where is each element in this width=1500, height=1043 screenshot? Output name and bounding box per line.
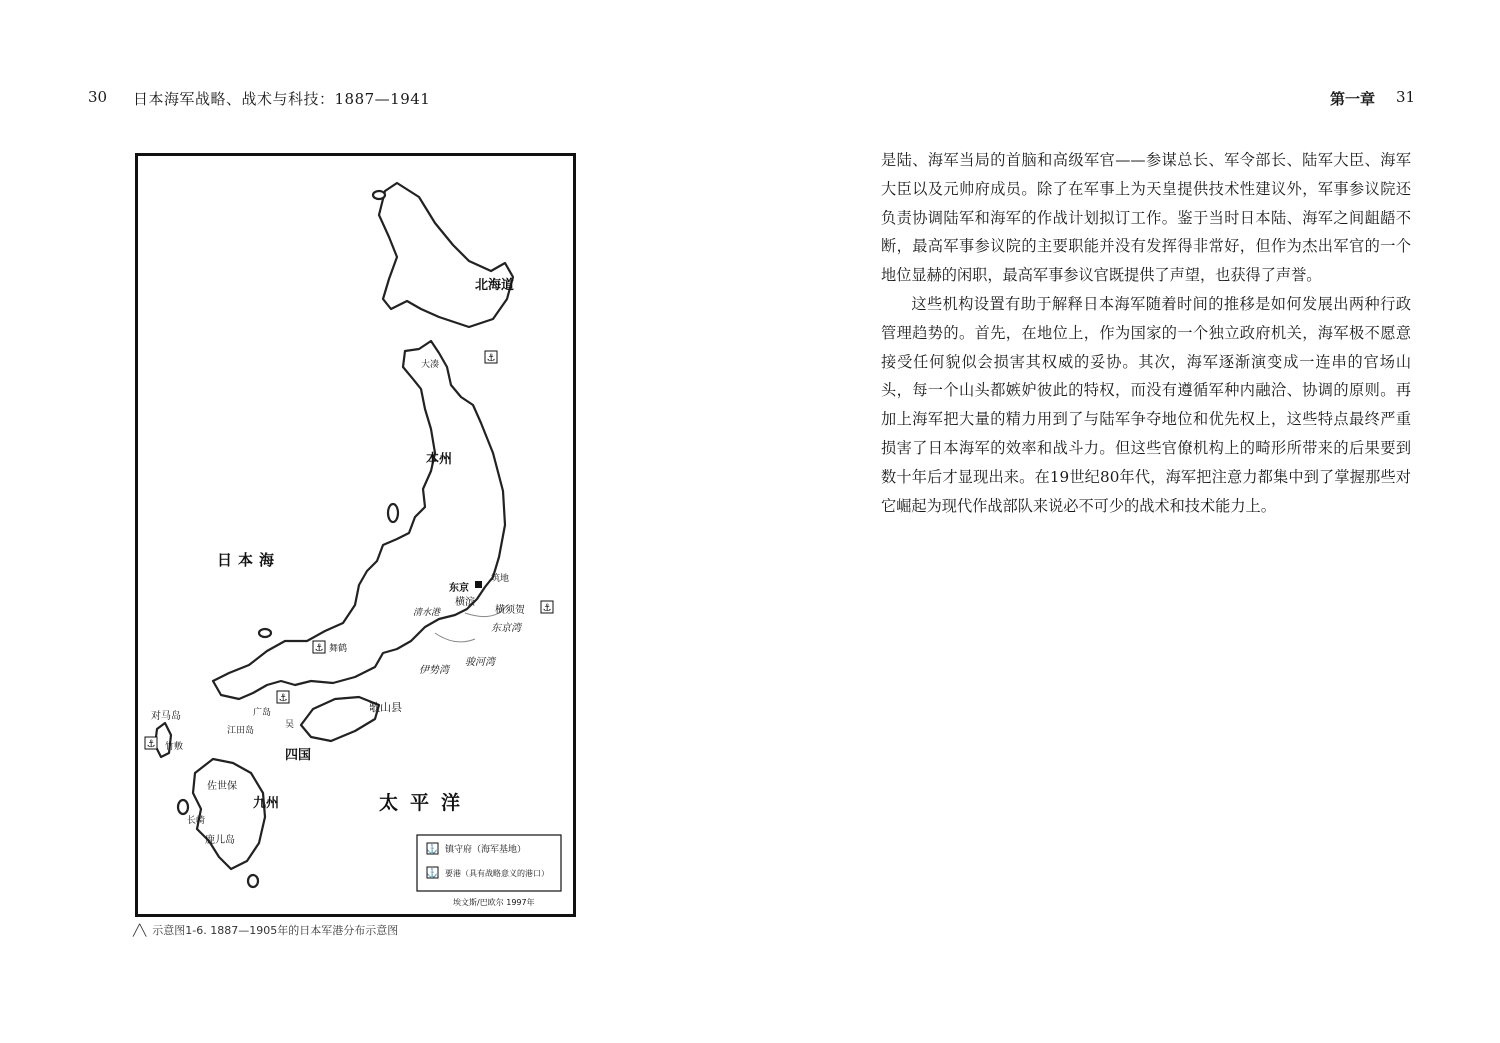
legend-strategic-port: 要港（具有战略意义的港口） <box>445 869 549 878</box>
svg-text:⚓: ⚓ <box>314 643 324 654</box>
label-sasebo: 佐世保 <box>207 781 237 792</box>
label-tokyo-bay: 东京湾 <box>491 623 521 634</box>
page-number-left: 30 <box>88 88 108 106</box>
anchor-icon-takeshiki <box>145 737 157 750</box>
caption-text: 示意图1-6. 1887—1905年的日本军港分布示意图 <box>152 924 399 937</box>
label-kyushu: 九州 <box>253 796 280 811</box>
right-page <box>750 0 1500 1043</box>
label-shimizu: 清水港 <box>413 608 441 618</box>
svg-text:⚓: ⚓ <box>146 739 156 750</box>
paragraph-2: 这些机构设置有助于解释日本海军随着时间的推移是如何发展出两种行政管理趋势的。首先，在地位上，作为国家的一个独立政府机关，海军极不愿意接受任何貌似会损害其权威的妥协。其次，海军逐渐演变成一连串的官场山头，每一个山头都嫉妒彼此的特权，而没有遵循军种内融洽、协调的原则。再加上海军把大量的精力用到了与陆军争夺地位和优先权上，这些特点最终严重损害了日本海军的效率和战斗力。但这些官僚机构上的畸形所带来的后果要到数十年后才显现出来。在19世纪80年代，海军把注意力都集中到了掌握那些对它崛起为现代作战部队来说必不可少的战术和技术能力上。 <box>881 294 1411 515</box>
chapter-title: 第一章 <box>1330 90 1376 108</box>
svg-text:⚓: ⚓ <box>426 845 439 855</box>
label-honshu: 本州 <box>426 452 453 467</box>
map-svg <box>135 153 576 917</box>
label-nagasaki: 长崎 <box>187 816 206 826</box>
label-yokosuka: 横须贺 <box>495 605 525 616</box>
label-tsukiji: 筑地 <box>491 574 510 584</box>
tokyo-marker <box>475 581 482 588</box>
label-shikoku: 四国 <box>285 748 312 763</box>
label-tsushima: 对马岛 <box>151 711 181 722</box>
label-hokkaido: 北海道 <box>475 278 515 293</box>
body-text <box>881 146 1411 520</box>
anchor-icon-ominato <box>485 351 497 364</box>
label-maizuru: 舞鹤 <box>329 644 348 654</box>
map-legend <box>417 835 561 891</box>
label-takeshiki: 竹敷 <box>165 742 184 752</box>
label-ominato: 大凑 <box>421 360 440 370</box>
anchor-icon-maizuru <box>313 641 325 654</box>
running-title: 日本海军战略、战术与科技：1887—1941 <box>133 90 431 108</box>
paragraph-1: 是陆、海军当局的首脑和高级军官——参谋总长、军令部长、陆军大臣、海军大臣以及元帅府成员。除了在军事上为天皇提供技术性建议外，军事参议院还负责协调陆军和海军的作战计划拟订工作。鉴于当时日本陆、海军之间龃龉不断，最高军事参议院的主要职能并没有发挥得非常好，但作为杰出军官的一个地位显赫的闲职，最高军事参议官既提供了声望，也获得了声誉。 <box>881 151 1411 285</box>
figure-caption <box>133 922 398 938</box>
label-ise-bay: 伊势湾 <box>419 665 449 676</box>
label-etajima: 江田岛 <box>227 726 255 736</box>
svg-text:⚓: ⚓ <box>542 603 552 614</box>
label-yokohama: 横滨 <box>455 597 475 608</box>
svg-text:⚓: ⚓ <box>426 869 439 879</box>
label-kure: 吴 <box>285 720 295 730</box>
label-suruga-bay: 骏河湾 <box>465 657 495 668</box>
label-hiroshima: 广岛 <box>253 708 272 718</box>
svg-text:⚓: ⚓ <box>278 693 288 704</box>
label-tokyo: 东京 <box>449 583 469 594</box>
page-number-right: 31 <box>1396 88 1416 106</box>
label-kagoshima: 鹿儿岛 <box>205 835 235 846</box>
svg-text:⚓: ⚓ <box>486 353 496 364</box>
map-credit: 埃文斯/巴欧尔 1997年 <box>453 898 535 907</box>
caption-mark: ╱╲ <box>133 924 147 937</box>
legend-naval-base: 镇守府（海军基地） <box>445 845 527 855</box>
japan-naval-ports-map <box>135 153 576 917</box>
anchor-icon-kure <box>277 691 289 704</box>
label-wakayama: 歌山县 <box>369 701 402 714</box>
label-japan-sea: 日本海 <box>217 551 281 569</box>
anchor-icon-yokosuka <box>541 601 553 614</box>
label-pacific: 太平洋 <box>379 792 473 814</box>
